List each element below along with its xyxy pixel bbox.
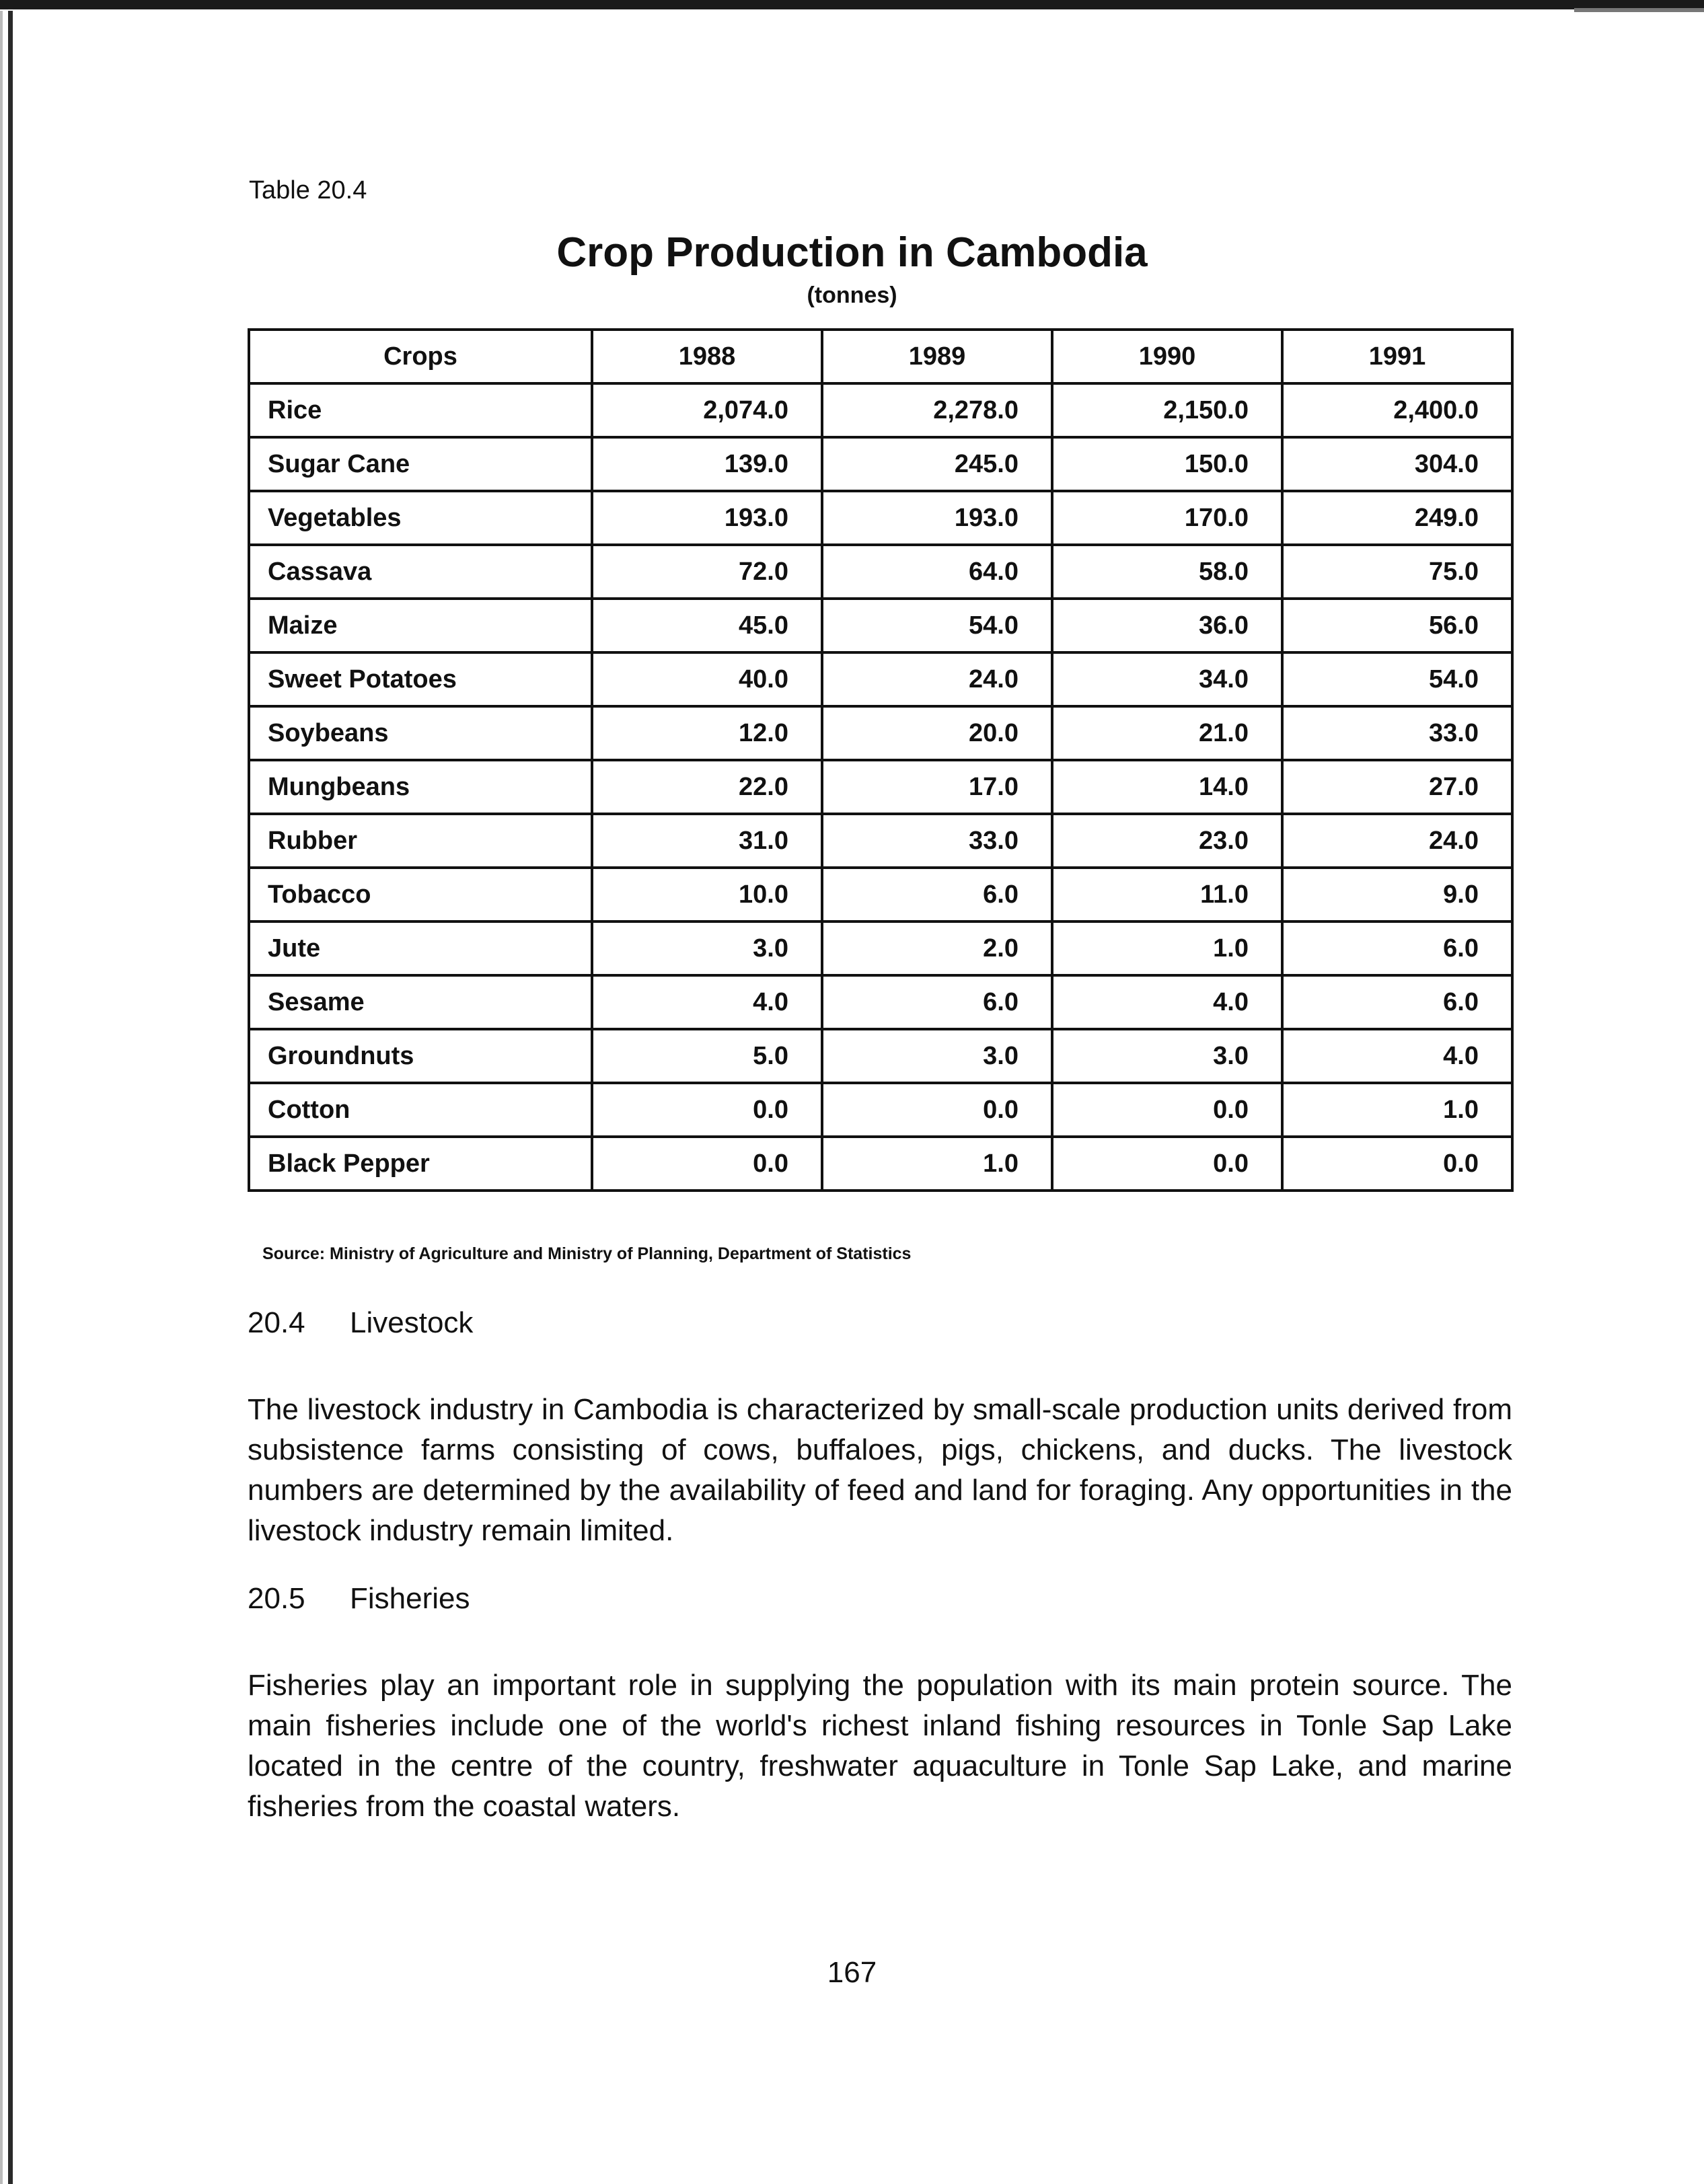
value-cell-1989: 54.0 <box>822 599 1052 652</box>
table-row <box>249 383 1512 437</box>
page-number: 167 <box>827 1956 877 1989</box>
table-label: Table 20.4 <box>249 176 367 204</box>
table-row <box>249 814 1512 868</box>
table-unit: (tonnes) <box>807 283 897 308</box>
section-heading-fisheries <box>248 1582 470 1616</box>
value-cell-1989: 20.0 <box>822 706 1052 760</box>
value-cell-1991: 0.0 <box>1282 1137 1512 1191</box>
value-cell-1990: 0.0 <box>1052 1137 1282 1191</box>
table-row <box>249 868 1512 921</box>
value-cell-1988: 0.0 <box>592 1083 822 1137</box>
value-cell-1988: 45.0 <box>592 599 822 652</box>
crop-production-table <box>248 328 1514 1192</box>
value-cell-1991: 33.0 <box>1282 706 1512 760</box>
value-cell-1990: 2,150.0 <box>1052 383 1282 437</box>
value-cell-1991: 304.0 <box>1282 437 1512 491</box>
value-cell-1991: 4.0 <box>1282 1029 1512 1083</box>
value-cell-1988: 10.0 <box>592 868 822 921</box>
scan-edge-top <box>0 0 1704 9</box>
value-cell-1989: 0.0 <box>822 1083 1052 1137</box>
value-cell-1991: 56.0 <box>1282 599 1512 652</box>
value-cell-1990: 3.0 <box>1052 1029 1282 1083</box>
value-cell-1990: 14.0 <box>1052 760 1282 814</box>
value-cell-1988: 22.0 <box>592 760 822 814</box>
table-row <box>249 652 1512 706</box>
value-cell-1988: 5.0 <box>592 1029 822 1083</box>
table-title: Crop Production in Cambodia <box>556 229 1148 276</box>
value-cell-1990: 21.0 <box>1052 706 1282 760</box>
crop-name-cell: Sesame <box>249 975 592 1029</box>
value-cell-1990: 11.0 <box>1052 868 1282 921</box>
value-cell-1988: 0.0 <box>592 1137 822 1191</box>
table-row <box>249 760 1512 814</box>
value-cell-1991: 27.0 <box>1282 760 1512 814</box>
value-cell-1991: 2,400.0 <box>1282 383 1512 437</box>
table-row <box>249 1083 1512 1137</box>
crop-name-cell: Mungbeans <box>249 760 592 814</box>
value-cell-1990: 150.0 <box>1052 437 1282 491</box>
crop-name-cell: Cassava <box>249 545 592 599</box>
crop-name-cell: Maize <box>249 599 592 652</box>
value-cell-1990: 36.0 <box>1052 599 1282 652</box>
scan-edge-left-outer <box>0 11 3 2184</box>
value-cell-1991: 9.0 <box>1282 868 1512 921</box>
value-cell-1988: 193.0 <box>592 491 822 545</box>
column-header-1989: 1989 <box>822 330 1052 383</box>
crop-name-cell: Jute <box>249 921 592 975</box>
value-cell-1989: 2.0 <box>822 921 1052 975</box>
scan-edge-top-right <box>1574 8 1704 12</box>
value-cell-1989: 193.0 <box>822 491 1052 545</box>
livestock-paragraph: The livestock industry in Cambodia is characterized by small-scale production units derived from subsistence farms consisting of cows, buffaloes, pigs, chickens, and ducks. The livestock numbers are determined by the availability of feed and land for foraging. Any opportunities in the livestock industry remain limited. <box>248 1393 1512 1547</box>
value-cell-1990: 58.0 <box>1052 545 1282 599</box>
value-cell-1989: 6.0 <box>822 868 1052 921</box>
section-title: Livestock <box>350 1306 474 1339</box>
crop-name-cell: Cotton <box>249 1083 592 1137</box>
value-cell-1991: 1.0 <box>1282 1083 1512 1137</box>
crop-name-cell: Soybeans <box>249 706 592 760</box>
value-cell-1991: 24.0 <box>1282 814 1512 868</box>
value-cell-1989: 1.0 <box>822 1137 1052 1191</box>
scan-edge-left <box>8 11 13 2184</box>
value-cell-1989: 17.0 <box>822 760 1052 814</box>
column-header-1990: 1990 <box>1052 330 1282 383</box>
table-row <box>249 975 1512 1029</box>
table-row <box>249 599 1512 652</box>
value-cell-1988: 2,074.0 <box>592 383 822 437</box>
crop-name-cell: Groundnuts <box>249 1029 592 1083</box>
value-cell-1990: 34.0 <box>1052 652 1282 706</box>
value-cell-1990: 4.0 <box>1052 975 1282 1029</box>
fisheries-paragraph: Fisheries play an important role in supplying the population with its main protein source. The main fisheries include one of the world's richest inland fishing resources in Tonle Sap Lake located in the centre of the country, freshwater aquaculture in Tonle Sap Lake, and marine fisheries from the coastal waters. <box>248 1669 1512 1823</box>
value-cell-1991: 249.0 <box>1282 491 1512 545</box>
crop-name-cell: Sweet Potatoes <box>249 652 592 706</box>
table-body <box>249 383 1512 1191</box>
value-cell-1989: 6.0 <box>822 975 1052 1029</box>
table-row <box>249 1029 1512 1083</box>
column-header-1988: 1988 <box>592 330 822 383</box>
value-cell-1989: 33.0 <box>822 814 1052 868</box>
crop-name-cell: Tobacco <box>249 868 592 921</box>
value-cell-1988: 3.0 <box>592 921 822 975</box>
table-row <box>249 921 1512 975</box>
value-cell-1991: 54.0 <box>1282 652 1512 706</box>
value-cell-1988: 4.0 <box>592 975 822 1029</box>
value-cell-1988: 31.0 <box>592 814 822 868</box>
section-heading-livestock <box>248 1306 473 1340</box>
table-row <box>249 491 1512 545</box>
value-cell-1990: 0.0 <box>1052 1083 1282 1137</box>
value-cell-1989: 24.0 <box>822 652 1052 706</box>
table-row <box>249 1137 1512 1191</box>
crop-name-cell: Vegetables <box>249 491 592 545</box>
value-cell-1988: 12.0 <box>592 706 822 760</box>
column-header-1991: 1991 <box>1282 330 1512 383</box>
value-cell-1988: 139.0 <box>592 437 822 491</box>
table-row <box>249 706 1512 760</box>
value-cell-1991: 6.0 <box>1282 921 1512 975</box>
value-cell-1989: 64.0 <box>822 545 1052 599</box>
value-cell-1988: 40.0 <box>592 652 822 706</box>
crop-name-cell: Rice <box>249 383 592 437</box>
value-cell-1990: 23.0 <box>1052 814 1282 868</box>
value-cell-1988: 72.0 <box>592 545 822 599</box>
value-cell-1991: 6.0 <box>1282 975 1512 1029</box>
value-cell-1990: 170.0 <box>1052 491 1282 545</box>
section-number: 20.5 <box>248 1582 305 1615</box>
value-cell-1989: 3.0 <box>822 1029 1052 1083</box>
value-cell-1989: 245.0 <box>822 437 1052 491</box>
section-title: Fisheries <box>350 1582 470 1615</box>
value-cell-1990: 1.0 <box>1052 921 1282 975</box>
crop-name-cell: Rubber <box>249 814 592 868</box>
crop-name-cell: Black Pepper <box>249 1137 592 1191</box>
column-header-crops: Crops <box>249 330 592 383</box>
value-cell-1991: 75.0 <box>1282 545 1512 599</box>
table-row <box>249 437 1512 491</box>
section-number: 20.4 <box>248 1306 305 1339</box>
table-header-row <box>249 330 1512 383</box>
value-cell-1989: 2,278.0 <box>822 383 1052 437</box>
crop-name-cell: Sugar Cane <box>249 437 592 491</box>
table-source-note: Source: Ministry of Agriculture and Ministry of Planning, Department of Statistics <box>262 1244 912 1263</box>
table-row <box>249 545 1512 599</box>
